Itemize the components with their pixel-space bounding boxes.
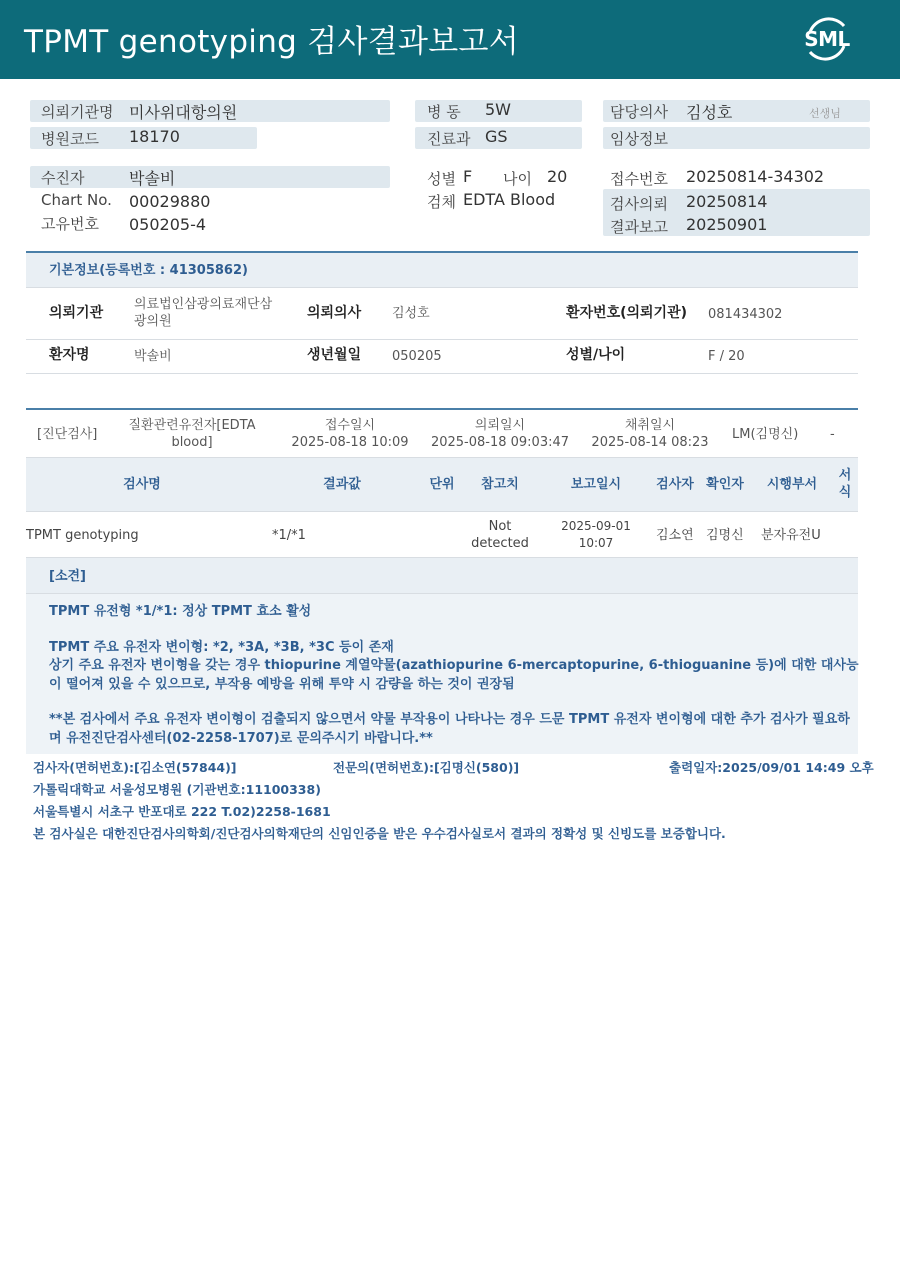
request-label: 검사의뢰 [610, 195, 668, 213]
remarks-title: [소견] [49, 569, 86, 584]
remark-additional-test: **본 검사에서 주요 유전자 변이형이 검출되지 않으면서 약물 부작용이 나타나는 경우 드문 TPMT 유전자 변이형에 대한 추가 검사가 필요하며 유전진단검사센터(02-2258-1707)로 문의주시기 바랍니다.** [49, 712, 850, 746]
diag-request-value: 2025-08-18 09:03:47 [430, 435, 570, 450]
col-dept: 시행부서 [766, 477, 818, 492]
institution-label: 의뢰기관명 [41, 103, 114, 121]
row-report-time: 10:07 [578, 536, 614, 550]
doctor-suffix: 선생님 [809, 107, 841, 120]
report-header [0, 0, 900, 79]
sex-value: F [463, 167, 473, 186]
footer-print-date: 출력일자:2025/09/01 14:49 오후 [669, 760, 874, 775]
report-value: 20250901 [686, 215, 768, 234]
divider [26, 511, 858, 512]
receipt-no-value: 20250814-34302 [686, 167, 825, 186]
row-result: *1/*1 [272, 528, 306, 543]
col-reference: 참고치 [481, 477, 519, 492]
divider [26, 373, 858, 374]
col-tester: 검사자 [656, 477, 694, 492]
footer-tester: 검사자(면허번호):[김소연(57844)] [33, 760, 237, 775]
remark-genotype: TPMT 유전형 *1/*1: 정상 TPMT 효소 활성 [49, 604, 312, 619]
hospital-code-value: 18170 [129, 127, 180, 146]
dept-value: GS [485, 127, 508, 146]
basic-sexage-label: 성별/나이 [566, 347, 626, 363]
diag-dash: - [830, 427, 835, 442]
doctor-value: 김성호 [686, 103, 733, 122]
specimen-value: EDTA Blood [463, 190, 556, 209]
col-form: 서식 [838, 468, 852, 500]
footer-hospital: 가톨릭대학교 서울성모병원 (기관번호:11100338) [33, 782, 321, 797]
request-value: 20250814 [686, 192, 768, 211]
ward-label: 병 동 [427, 103, 461, 121]
basic-doc-value: 김성호 [392, 306, 430, 321]
divider [26, 339, 858, 340]
patient-label: 수진자 [41, 169, 85, 187]
diag-test-name: 질환관련유전자[EDTA blood] [128, 418, 256, 450]
remarks-header [26, 558, 858, 593]
basic-pid-value: 081434302 [708, 307, 783, 322]
chart-value: 00029880 [129, 192, 211, 211]
row-confirmer: 김명신 [706, 528, 744, 543]
basic-name-value: 박솔비 [134, 349, 172, 364]
col-test-name: 검사명 [123, 477, 161, 492]
diag-request-label: 의뢰일시 [474, 418, 526, 433]
diag-receipt-label: 접수일시 [324, 418, 376, 433]
row-dept: 분자유전U [761, 528, 821, 543]
hospital-code-label: 병원코드 [41, 130, 99, 148]
row-tester: 김소연 [656, 528, 694, 543]
age-label: 나이 [503, 170, 532, 188]
divider [26, 287, 858, 288]
report-label: 결과보고 [610, 218, 668, 236]
remark-thiopurine: 상기 주요 유전자 변이형을 갖는 경우 thiopurine 계열약물(azathiopurine 6-mercaptopurine, 6-thioguanine 등)에 대한 대사능이 떨어져 있을 수 있으므로, 부작용 예방을 위해 투약 시 감량을 하는 것이 권장됨 [49, 658, 859, 692]
diag-receipt-value: 2025-08-18 10:09 [291, 435, 409, 450]
remarks-body [26, 594, 858, 754]
basic-inst-value: 의료법인삼광의료재단삼광의원 [134, 297, 273, 329]
logo-text: SML [804, 27, 850, 51]
diag-section-top-border [26, 408, 858, 410]
row-reference: Not detected [471, 519, 529, 551]
col-report-date: 보고일시 [570, 477, 622, 492]
col-unit: 단위 [429, 477, 455, 492]
diag-lm: LM(김명신) [732, 427, 799, 442]
basic-sexage-value: F / 20 [708, 349, 745, 364]
report-title: TPMT genotyping 검사결과보고서 [24, 24, 520, 60]
basic-section-title: 기본정보(등록번호 : 41305862) [49, 263, 248, 278]
row-report-date: 2025-09-01 [561, 519, 631, 533]
patient-value: 박솔비 [129, 169, 176, 188]
ward-value: 5W [485, 100, 511, 119]
sml-logo [800, 12, 854, 66]
basic-inst-label: 의뢰기관 [49, 305, 104, 321]
age-value: 20 [547, 167, 568, 186]
diag-category: [진단검사] [37, 427, 98, 442]
basic-pid-label: 환자번호(의뢰기관) [566, 305, 687, 321]
clinical-label: 임상정보 [610, 130, 668, 148]
unique-label: 고유번호 [41, 215, 99, 233]
diag-collect-value: 2025-08-14 08:23 [591, 435, 709, 450]
receipt-no-label: 접수번호 [610, 170, 668, 188]
row-test: TPMT genotyping [26, 528, 139, 543]
specimen-label: 검체 [427, 193, 456, 211]
col-result: 결과값 [323, 477, 361, 492]
basic-name-label: 환자명 [49, 347, 90, 363]
chart-label: Chart No. [41, 191, 112, 209]
basic-doc-label: 의뢰의사 [307, 305, 362, 321]
dept-label: 진료과 [427, 130, 471, 148]
basic-birth-label: 생년월일 [307, 347, 362, 363]
footer-address: 서울특별시 서초구 반포대로 222 T.02)2258-1681 [33, 804, 331, 819]
diag-collect-label: 채취일시 [624, 418, 676, 433]
basic-birth-value: 050205 [392, 349, 442, 364]
col-confirmer: 확인자 [706, 477, 744, 492]
sex-label: 성별 [427, 170, 456, 188]
footer-certification: 본 검사실은 대한진단검사의학회/진단검사의학재단의 신임인증을 받은 우수검사실로서 결과의 정확성 및 신빙도를 보증합니다. [33, 826, 726, 841]
doctor-label: 담당의사 [610, 103, 668, 121]
unique-value: 050205-4 [129, 215, 207, 234]
institution-value: 미사위대항의원 [129, 103, 238, 122]
footer-specialist: 전문의(면허번호):[김명신(580)] [333, 760, 520, 775]
remark-variants: TPMT 주요 유전자 변이형: *2, *3A, *3B, *3C 등이 존재 [49, 640, 394, 655]
